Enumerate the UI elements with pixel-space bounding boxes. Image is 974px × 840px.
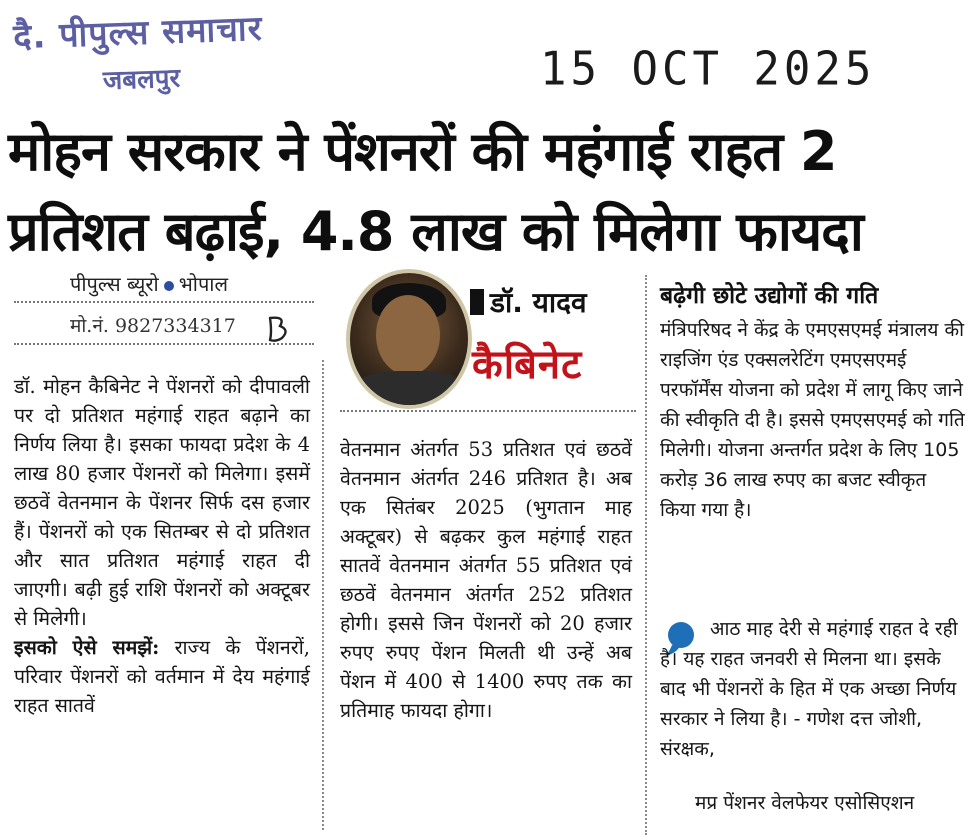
cabinet-photo-box [340, 265, 640, 415]
portrait-photo [346, 269, 472, 409]
column-divider-1 [322, 360, 324, 830]
photo-divider [340, 410, 636, 412]
byline-city: भोपाल [178, 272, 229, 296]
article-paragraph-3: वेतनमान अंतर्गत 53 प्रतिशत एवं छठवें वेतनमान अंतर्गत 246 प्रतिशत है। अब एक सितंबर 2025 (भुगतान माह अक्टूबर) से बढ़कर कुल महंगाई राहत सातवें वेतनमान अंतर्गत 55 प्रतिशत एवं छठवें वेतनमान अंतर्गत 252 प्रतिशत होगी। इससे जिन पेंशनरों को 20 हजार रुपए रुपए पेंशन मिलती थी उन्हें अब पेंशन में 400 से 1400 रुपए तक का प्रतिमाह फायदा होगा। [340, 438, 632, 722]
sidebar-heading: बढ़ेगी छोटे उद्योगों की गति [660, 283, 879, 309]
article-column-2 [340, 435, 632, 725]
article-paragraph-1: डॉ. मोहन कैबिनेट ने पेंशनरों को दीपावली पर दो प्रतिशत महंगाई राहत बढ़ाने का निर्णय लिया है। इसका फायदा प्रदेश के 4 लाख 80 हजार पेंशनरों को मिलेगा। इसमें छठवें वेतनमान के पेंशनर सिर्फ दस हजार हैं। पेंशनरों को एक सितम्बर से दो प्रतिशत और सात प्रतिशत महंगाई राहत दी जाएगी। बढ़ी हुई राशि पेंशनरों को अक्टूबर से मिलेगी। [14, 375, 310, 630]
article-column-1 [14, 372, 310, 720]
mobile-divider [14, 343, 314, 345]
newspaper-stamp [13, 4, 265, 101]
stamp-line-1: दै. पीपुल्स समाचार [12, 8, 264, 58]
newspaper-logo-b-icon [262, 312, 294, 344]
name-bar-icon [470, 289, 484, 315]
bureau-dot-icon [164, 281, 174, 291]
quote-text: आठ माह देरी से महंगाई राहत दे रही है। यह राहत जनवरी से मिलना था। इसके बाद भी पेंशनरों के हित में एक अच्छा निर्णय सरकार ने लिया है। - गणेश दत्त जोशी, संरक्षक, [660, 618, 958, 760]
article-paragraph-2 [14, 633, 310, 720]
date-stamp: 15 OCT 2025 [540, 42, 876, 97]
explainer-lead: इसको ऐसे समझें: [14, 636, 160, 659]
portrait-coat [350, 371, 470, 409]
minister-name [470, 283, 587, 321]
headline: मोहन सरकार ने पेंशनरों की महंगाई राहत 2 प्रतिशत बढ़ाई, 4.8 लाख को मिलेगा फायदा [8, 120, 863, 263]
sidebar-text: मंत्रिपरिषद ने केंद्र के एमएसएमई मंत्रालय की राइजिंग एंड एक्सलरेटिंग एमएसएमई परफॉर्मेंस योजना को प्रदेश में लागू किए जाने की स्वीकृति दी है। इससे एमएसएमई को गति मिलेगी। योजना अन्तर्गत प्रदेश के लिए 105 करोड़ 36 लाख रुपए का बजट स्वीकृत किया गया है। [660, 319, 965, 521]
byline-divider [14, 301, 314, 303]
cabinet-label: कैबिनेट [472, 342, 583, 388]
bureau-name: पीपुल्स ब्यूरो [70, 272, 159, 296]
byline [70, 270, 228, 297]
minister-name-text: डॉ. यादव [490, 286, 587, 319]
explainer-text: राज्य के पेंशनरों, परिवार पेंशनरों को वर्तमान में देय महंगाई राहत सातवें [14, 636, 310, 717]
quote-signature: मप्र पेंशनर वेलफेयर एसोसिएशन [695, 792, 915, 814]
portrait-face [376, 295, 440, 375]
mobile-number: मो.नं. 9827334317 [70, 315, 236, 337]
column-divider-2 [645, 275, 647, 835]
stamp-line-2: जबलपुर [102, 63, 181, 97]
